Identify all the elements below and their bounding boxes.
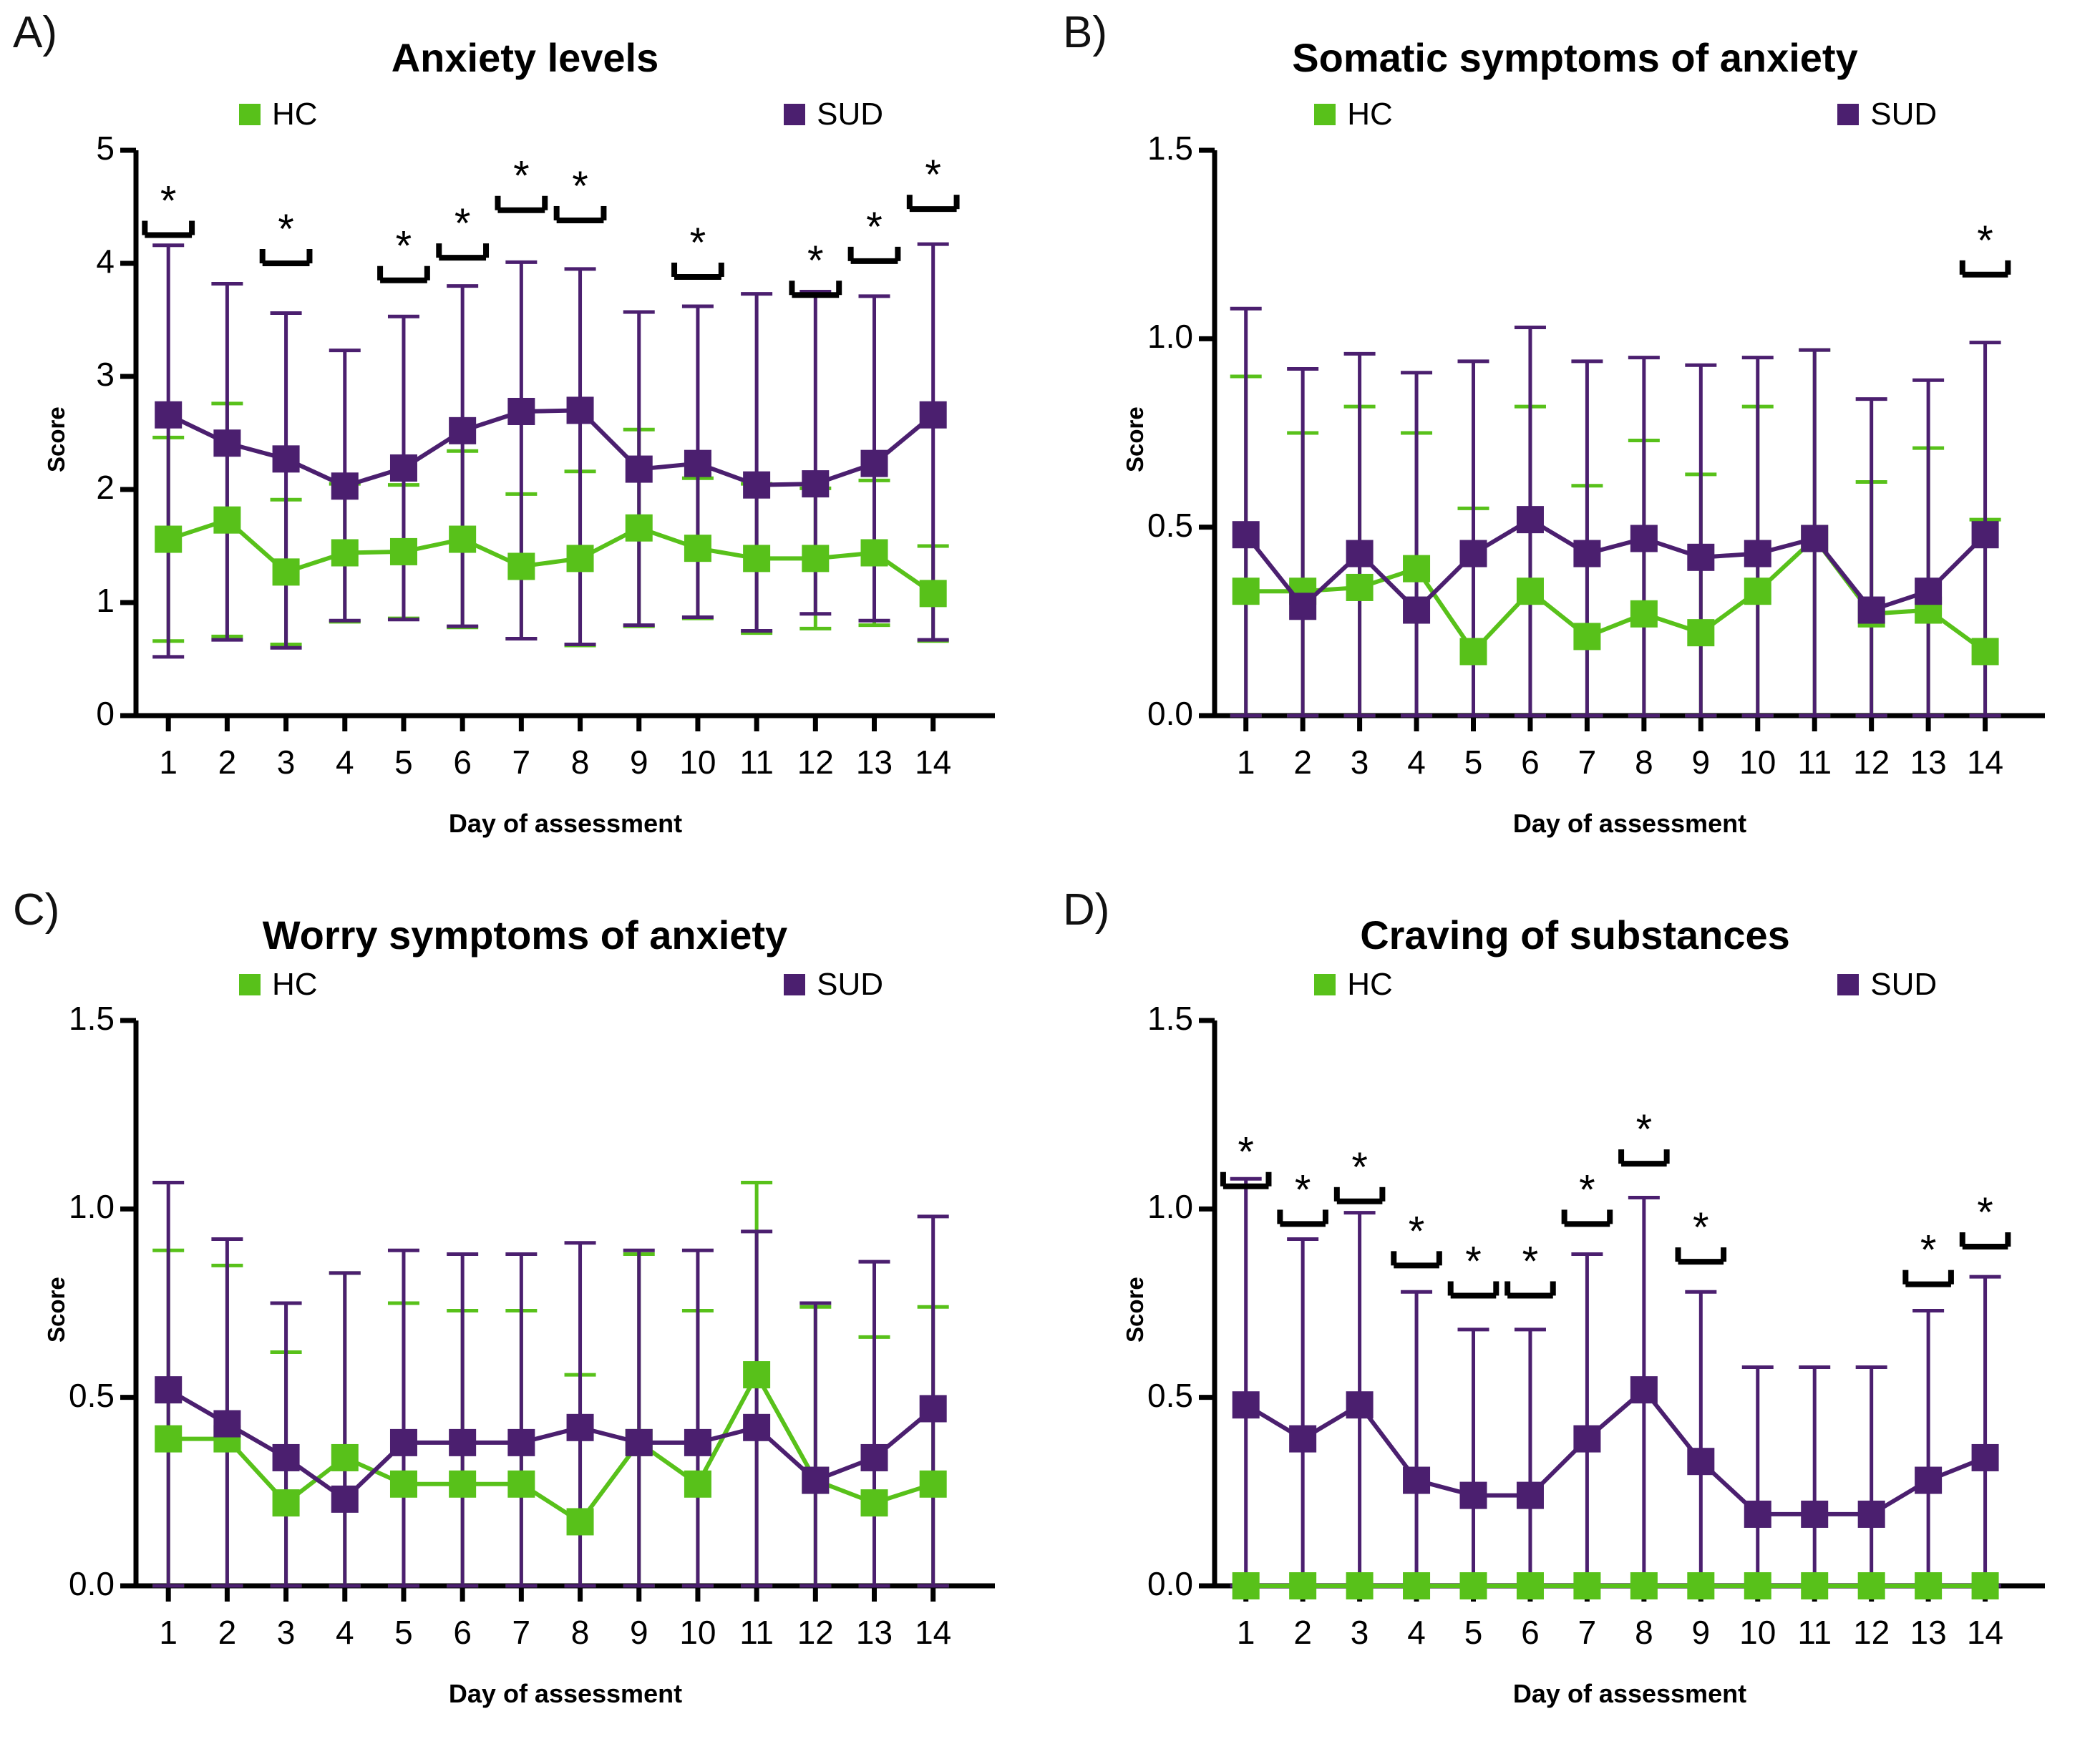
data-point-hc <box>449 1471 476 1498</box>
x-tick-label: 13 <box>1910 744 1947 781</box>
y-tick-label: 0.0 <box>69 1565 115 1602</box>
significance-asterisk: * <box>807 238 824 285</box>
y-tick-label: 5 <box>96 130 115 167</box>
x-tick-label: 5 <box>394 1614 413 1651</box>
y-tick-label: 1.5 <box>1147 1000 1193 1037</box>
legend-hc-label: HC <box>272 967 318 1002</box>
data-point-hc <box>507 1471 535 1498</box>
data-point-sud <box>1744 540 1771 567</box>
data-point-hc <box>1687 1572 1714 1599</box>
data-point-hc <box>213 507 240 534</box>
data-point-sud <box>213 429 240 457</box>
legend-sud-label: SUD <box>1870 97 1938 132</box>
panel-title: Craving of substances <box>1360 912 1790 958</box>
chart-panel-d <box>1050 877 2100 1754</box>
data-point-hc <box>1289 1572 1316 1599</box>
plot-canvas <box>0 0 1050 877</box>
data-point-sud <box>743 472 770 499</box>
y-tick-label: 1.5 <box>1147 130 1193 167</box>
y-axis-label: Score <box>43 406 69 472</box>
x-tick-label: 13 <box>855 744 893 781</box>
chart-panel-c <box>0 877 1050 1754</box>
x-tick-label: 12 <box>1853 1614 1890 1651</box>
significance-asterisk: * <box>1635 1106 1653 1154</box>
x-tick-label: 12 <box>797 1614 834 1651</box>
data-point-hc <box>567 545 594 572</box>
data-point-hc <box>1460 1572 1487 1599</box>
data-point-sud <box>390 1429 417 1456</box>
x-tick-label: 2 <box>218 1614 237 1651</box>
x-tick-label: 9 <box>629 744 648 781</box>
data-point-hc <box>1630 1572 1658 1599</box>
x-tick-label: 2 <box>1293 1614 1312 1651</box>
x-tick-label: 4 <box>1407 1614 1426 1651</box>
data-point-hc <box>920 580 947 607</box>
x-axis-label: Day of assessment <box>1512 809 1747 838</box>
data-point-sud <box>155 1376 182 1403</box>
x-tick-label: 9 <box>629 1614 648 1651</box>
data-point-sud <box>1630 1376 1658 1403</box>
data-point-sud <box>1233 1391 1260 1418</box>
x-tick-label: 13 <box>1910 1614 1947 1651</box>
data-point-sud <box>743 1414 770 1441</box>
data-point-hc <box>1744 578 1771 605</box>
x-tick-label: 14 <box>915 744 952 781</box>
data-point-hc <box>155 1426 182 1453</box>
data-point-sud <box>567 1414 594 1441</box>
x-tick-label: 9 <box>1691 744 1711 781</box>
data-point-sud <box>331 472 359 500</box>
x-tick-label: 5 <box>1464 1614 1483 1651</box>
x-tick-label: 1 <box>1236 744 1255 781</box>
data-point-hc <box>626 515 653 542</box>
y-tick-label: 0.5 <box>69 1376 115 1414</box>
x-tick-label: 6 <box>453 1614 472 1651</box>
data-point-sud <box>920 401 947 429</box>
data-point-hc <box>1972 1572 1999 1599</box>
data-point-hc <box>331 539 359 566</box>
panel-title: Somatic symptoms of anxiety <box>1292 35 1858 80</box>
significance-asterisk: * <box>1238 1129 1254 1176</box>
data-point-hc <box>567 1508 594 1535</box>
x-tick-label: 14 <box>1966 1614 2004 1651</box>
data-point-sud <box>449 1429 476 1456</box>
data-point-hc <box>861 1489 888 1516</box>
data-point-sud <box>213 1410 240 1438</box>
x-tick-label: 11 <box>739 1614 774 1651</box>
data-point-sud <box>1687 544 1714 571</box>
x-tick-label: 1 <box>159 1614 178 1651</box>
data-point-sud <box>1858 597 1885 624</box>
data-point-hc <box>1915 1572 1942 1599</box>
panel-title: Anxiety levels <box>391 35 659 80</box>
x-tick-label: 3 <box>1350 744 1369 781</box>
x-tick-label: 3 <box>1350 1614 1369 1651</box>
data-point-sud <box>273 1444 300 1471</box>
data-point-sud <box>1744 1501 1771 1528</box>
x-tick-label: 7 <box>512 1614 531 1651</box>
data-point-sud <box>1517 506 1544 533</box>
data-point-sud <box>1915 1467 1942 1494</box>
data-point-sud <box>684 450 711 477</box>
data-point-sud <box>1460 1482 1487 1509</box>
plot-canvas <box>1050 0 2100 877</box>
significance-asterisk: * <box>1920 1227 1937 1274</box>
x-tick-label: 3 <box>276 1614 296 1651</box>
data-point-hc <box>1346 574 1374 601</box>
y-tick-label: 2 <box>96 469 115 506</box>
data-point-hc <box>1233 1572 1260 1599</box>
data-point-sud <box>155 401 182 429</box>
legend-hc-label: HC <box>272 97 318 132</box>
legend-hc-label: HC <box>1347 97 1393 132</box>
x-tick-label: 7 <box>1578 1614 1597 1651</box>
data-point-hc <box>743 545 770 572</box>
data-point-sud <box>1858 1501 1885 1528</box>
data-point-hc <box>1801 1572 1828 1599</box>
chart-panel-a <box>0 0 1050 877</box>
y-tick-label: 0.5 <box>1147 506 1193 544</box>
y-tick-label: 1.5 <box>69 1000 115 1037</box>
plot-canvas <box>1050 877 2100 1754</box>
x-tick-label: 5 <box>394 744 413 781</box>
x-tick-label: 10 <box>679 1614 716 1651</box>
y-tick-label: 1.0 <box>69 1188 115 1226</box>
significance-asterisk: * <box>1522 1238 1539 1285</box>
significance-asterisk: * <box>160 177 177 225</box>
chart-panel-b <box>1050 0 2100 877</box>
x-tick-label: 13 <box>855 1614 893 1651</box>
data-point-hc <box>1517 578 1544 605</box>
x-tick-label: 8 <box>570 744 590 781</box>
panel-letter-b: B) <box>1063 8 1107 57</box>
x-tick-label: 2 <box>218 744 237 781</box>
data-point-hc <box>1573 1572 1600 1599</box>
data-point-hc <box>390 1471 417 1498</box>
y-tick-label: 1.0 <box>1147 318 1193 356</box>
y-axis-label: Score <box>43 1277 69 1343</box>
x-tick-label: 6 <box>1521 744 1540 781</box>
panel-letter-a: A) <box>13 8 57 57</box>
significance-asterisk: * <box>1977 1189 1993 1236</box>
y-tick-label: 0.0 <box>1147 695 1193 732</box>
data-point-sud <box>567 396 594 424</box>
x-tick-label: 6 <box>453 744 472 781</box>
data-point-hc <box>331 1444 359 1471</box>
data-point-hc <box>507 552 535 580</box>
data-point-hc <box>449 526 476 553</box>
x-tick-label: 4 <box>1407 744 1426 781</box>
significance-asterisk: * <box>866 203 883 250</box>
data-point-hc <box>1687 619 1714 646</box>
data-point-hc <box>1573 623 1600 650</box>
x-tick-label: 4 <box>335 1614 354 1651</box>
x-tick-label: 3 <box>276 744 296 781</box>
data-point-sud <box>861 450 888 477</box>
x-tick-label: 11 <box>1797 1614 1832 1651</box>
data-point-sud <box>920 1395 947 1422</box>
significance-asterisk: * <box>1977 217 1993 264</box>
data-point-hc <box>1346 1572 1374 1599</box>
data-point-sud <box>1346 540 1374 567</box>
data-point-sud <box>626 456 653 483</box>
data-point-sud <box>861 1444 888 1471</box>
panel-letter-c: C) <box>13 885 60 935</box>
significance-asterisk: * <box>1579 1166 1595 1214</box>
legend-sud-label: SUD <box>817 97 883 132</box>
x-tick-label: 7 <box>512 744 531 781</box>
data-point-sud <box>1915 578 1942 605</box>
x-tick-label: 6 <box>1521 1614 1540 1651</box>
significance-asterisk: * <box>454 200 471 248</box>
data-point-sud <box>273 445 300 472</box>
data-point-sud <box>1573 1426 1600 1453</box>
x-tick-label: 10 <box>1739 744 1776 781</box>
x-tick-label: 11 <box>739 744 774 781</box>
y-axis-label: Score <box>1122 406 1148 472</box>
legend-hc-label: HC <box>1347 967 1393 1002</box>
data-point-sud <box>802 1467 829 1494</box>
data-point-sud <box>1801 1501 1828 1528</box>
panel-letter-d: D) <box>1063 885 1110 935</box>
data-point-hc <box>920 1471 947 1498</box>
significance-asterisk: * <box>1693 1204 1709 1252</box>
x-tick-label: 4 <box>335 744 354 781</box>
data-point-hc <box>1744 1572 1771 1599</box>
data-point-hc <box>1233 578 1260 605</box>
data-point-hc <box>273 558 300 585</box>
y-tick-label: 3 <box>96 356 115 393</box>
data-point-hc <box>743 1361 770 1388</box>
legend-sud-label: SUD <box>1870 967 1938 1002</box>
data-point-sud <box>1403 1467 1430 1494</box>
x-tick-label: 8 <box>1635 744 1653 781</box>
data-point-sud <box>390 454 417 482</box>
data-point-sud <box>331 1486 359 1513</box>
data-point-sud <box>1289 1426 1316 1453</box>
data-point-hc <box>802 545 829 572</box>
data-point-sud <box>1517 1482 1544 1509</box>
significance-asterisk: * <box>1294 1166 1311 1214</box>
x-tick-label: 12 <box>797 744 834 781</box>
significance-asterisk: * <box>1408 1208 1425 1255</box>
x-tick-label: 1 <box>1236 1614 1255 1651</box>
data-point-sud <box>449 417 476 444</box>
data-point-hc <box>684 535 711 562</box>
data-point-hc <box>1403 1572 1430 1599</box>
x-axis-label: Day of assessment <box>1512 1679 1747 1708</box>
significance-asterisk: * <box>925 152 941 199</box>
x-tick-label: 14 <box>1966 744 2004 781</box>
x-tick-label: 14 <box>915 1614 952 1651</box>
data-point-sud <box>1233 521 1260 548</box>
x-tick-label: 11 <box>1797 744 1832 781</box>
data-point-hc <box>1517 1572 1544 1599</box>
x-tick-label: 10 <box>679 744 716 781</box>
data-point-sud <box>802 470 829 497</box>
y-tick-label: 0 <box>96 695 115 732</box>
data-point-hc <box>390 538 417 565</box>
y-tick-label: 1 <box>96 582 115 619</box>
data-point-sud <box>626 1429 653 1456</box>
x-tick-label: 10 <box>1739 1614 1776 1651</box>
significance-asterisk: * <box>689 219 706 266</box>
data-point-sud <box>1346 1391 1374 1418</box>
significance-asterisk: * <box>395 223 412 270</box>
y-tick-label: 4 <box>96 243 115 280</box>
data-point-sud <box>1972 521 1999 548</box>
y-tick-label: 0.0 <box>1147 1565 1193 1602</box>
data-point-sud <box>1972 1444 1999 1471</box>
significance-asterisk: * <box>1351 1144 1368 1191</box>
data-point-hc <box>1460 638 1487 665</box>
data-point-hc <box>684 1471 711 1498</box>
data-point-sud <box>1801 525 1828 552</box>
significance-asterisk: * <box>513 152 530 200</box>
data-point-sud <box>1403 597 1430 624</box>
significance-asterisk: * <box>1465 1238 1482 1285</box>
significance-asterisk: * <box>572 162 588 210</box>
panel-title: Worry symptoms of anxiety <box>262 912 788 958</box>
data-point-sud <box>1687 1448 1714 1475</box>
data-point-sud <box>1460 540 1487 567</box>
plot-canvas <box>0 877 1050 1754</box>
data-point-hc <box>273 1489 300 1516</box>
data-point-hc <box>861 539 888 566</box>
x-tick-label: 12 <box>1853 744 1890 781</box>
x-tick-label: 9 <box>1691 1614 1711 1651</box>
legend-sud-label: SUD <box>817 967 883 1002</box>
x-tick-label: 2 <box>1293 744 1312 781</box>
data-point-hc <box>1858 1572 1885 1599</box>
data-point-sud <box>1289 593 1316 620</box>
x-tick-label: 1 <box>159 744 178 781</box>
x-axis-label: Day of assessment <box>448 1679 683 1708</box>
data-point-sud <box>1630 525 1658 552</box>
x-axis-label: Day of assessment <box>448 809 683 838</box>
x-tick-label: 8 <box>1635 1614 1653 1651</box>
x-tick-label: 8 <box>570 1614 590 1651</box>
data-point-sud <box>507 398 535 425</box>
data-point-hc <box>1972 638 1999 665</box>
data-point-sud <box>684 1429 711 1456</box>
significance-asterisk: * <box>278 206 294 253</box>
data-point-hc <box>155 526 182 553</box>
y-tick-label: 0.5 <box>1147 1376 1193 1414</box>
x-tick-label: 5 <box>1464 744 1483 781</box>
data-point-hc <box>1403 555 1430 583</box>
data-point-sud <box>1573 540 1600 567</box>
y-tick-label: 1.0 <box>1147 1188 1193 1226</box>
data-point-hc <box>1630 600 1658 628</box>
x-tick-label: 7 <box>1578 744 1597 781</box>
y-axis-label: Score <box>1122 1277 1148 1343</box>
data-point-sud <box>507 1429 535 1456</box>
